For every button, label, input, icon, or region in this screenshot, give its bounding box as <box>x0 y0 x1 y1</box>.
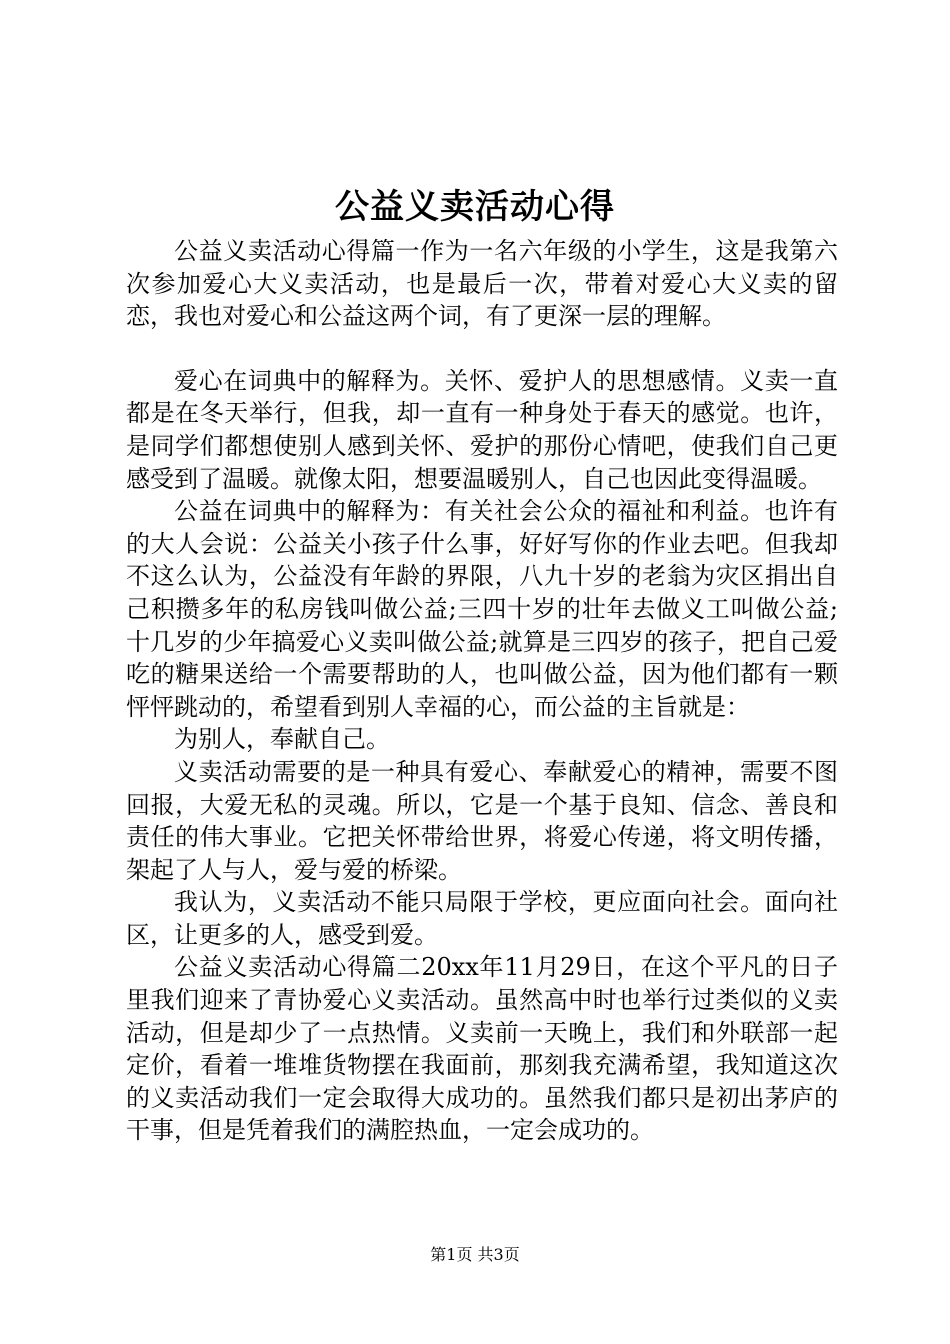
paragraph-opinion: 我认为，义卖活动不能只局限于学校，更应面向社会。面向社区，让更多的人，感受到爱。 <box>126 888 838 949</box>
paragraph-charity-spirit: 义卖活动需要的是一种具有爱心、奉献爱心的精神，需要不图回报，大爱无私的灵魂。所以，它是一个基于良知、信念、善良和责任的伟大事业。它把关怀带给世界，将爱心传递，将文明传播，架起了人与人，爱与爱的桥梁。 <box>126 757 838 884</box>
paragraph-love-definition: 爱心在词典中的解释为。关怀、爱护人的思想感情。义卖一直都是在冬天举行，但我，却一直有一种身处于春天的感觉。也许，是同学们都想使别人感到关怀、爱护的那份心情吧，使我们自己更感受到了温暖。就像太阳，想要温暖别人，自己也因此变得温暖。 <box>126 366 838 493</box>
document-body <box>126 235 838 1147</box>
document-title: 公益义卖活动心得 <box>335 187 615 227</box>
paragraph-motto: 为别人，奉献自己。 <box>174 725 390 754</box>
paragraph-public-welfare-definition: 公益在词典中的解释为：有关社会公众的福祉和利益。也许有的大人会说：公益关小孩子什么事，好好写你的作业去吧。但我却不这么认为，公益没有年龄的界限，八九十岁的老翁为灾区捐出自己积攒多年的私房钱叫做公益;三四十岁的壮年去做义工叫做公益;十几岁的少年搞爱心义卖叫做公益;就算是三四岁的孩子，把自己爱吃的糖果送给一个需要帮助的人，也叫做公益，因为他们都有一颗怦怦跳动的，希望看到别人幸福的心，而公益的主旨就是： <box>126 497 838 721</box>
paragraph-part-two: 公益义卖活动心得篇二20xx年11月29日，在这个平凡的日子里我们迎来了青协爱心义卖活动。虽然高中时也举行过类似的义卖活动，但是却少了一点热情。义卖前一天晚上，我们和外联部一起定价，看着一堆堆货物摆在我面前，那刻我充满希望，我知道这次的义卖活动我们一定会取得大成功的。虽然我们都只是初出茅庐的干事，但是凭着我们的满腔热血，一定会成功的。 <box>126 953 838 1145</box>
page-footer: 第1页 共3页 <box>430 1245 520 1264</box>
paragraph-intro: 公益义卖活动心得篇一作为一名六年级的小学生，这是我第六次参加爱心大义卖活动，也是最后一次，带着对爱心大义卖的留恋，我也对爱心和公益这两个词，有了更深一层的理解。 <box>126 237 838 331</box>
